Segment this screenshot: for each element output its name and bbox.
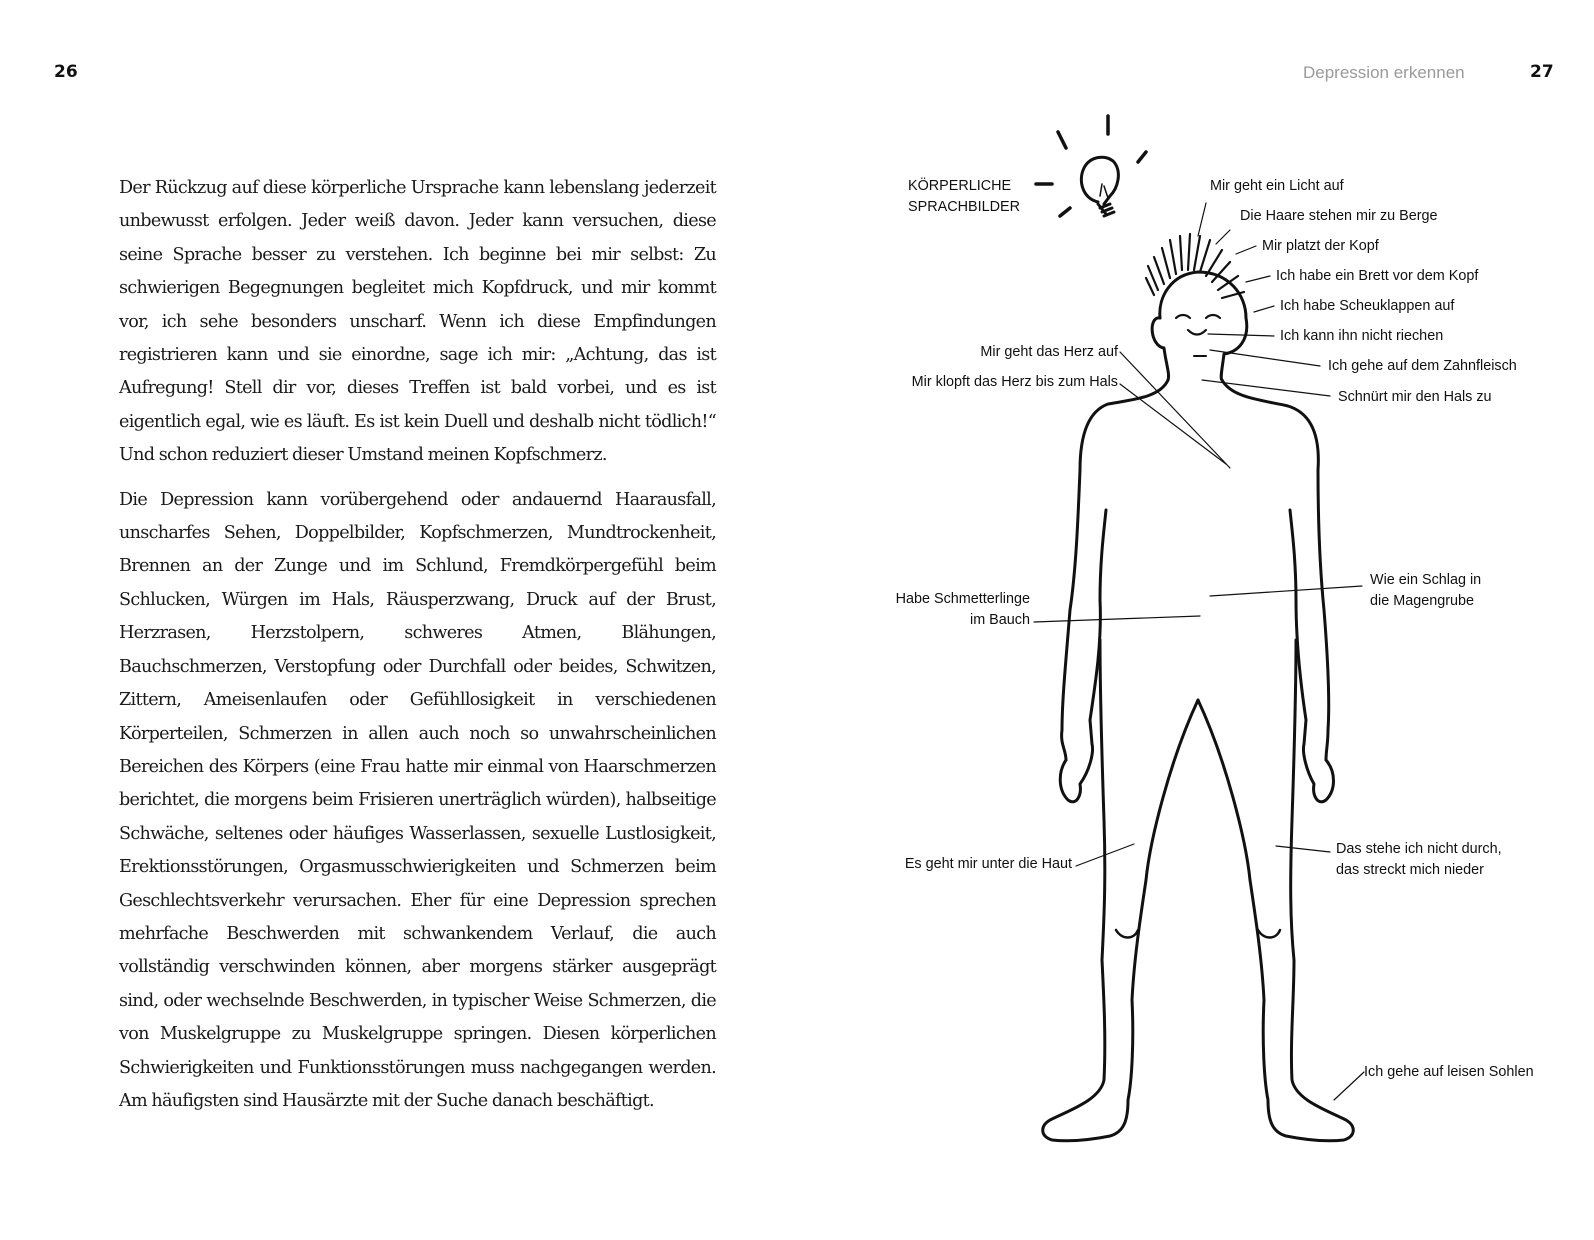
- label-schlag-line1: Wie ein Schlag in: [1370, 572, 1482, 588]
- paragraph-2: Die Depression kann vorübergehend oder andauernd Haarausfall, unscharfes Sehen, Doppelbilder, Kopfschmerzen, Mundtrockenheit, Brennen an der Zunge und im Schlund, Fremdkörpergefühl beim Schlucken, Würgen im Hals, Räusperzwang, Druck auf der Brust, Herzrasen, Herzstolpern, schweres Atmen, Blähungen, Bauchschmerzen, Verstopfung oder Durchfall oder beides, Schwitzen, Zittern, Ameisenlaufen oder Gefühllosigkeit in verschiedenen Körperteilen, Schmerzen in allen auch noch so unwahrscheinlichen Bereichen des Körpers (eine Frau hatte mir einmal von Haarschmerzen berichtet, die morgens beim Frisieren unerträglich würden), halbseitige Schwäche, seltenes oder häufiges Wasserlassen, sexuelle Lustlosigkeit, Erektionsstörungen, Orgasmusschwierigkeiten und Schmerzen beim Geschlechtsverkehr verursachen. Eher für eine Depression sprechen mehrfache Beschwerden mit schwankendem Verlauf, die auch vollständig verschwinden können, aber morgens stärker ausgeprägt sind, oder wechselnde Beschwerden, in typischer Weise Schmerzen, die von Muskelgruppe zu Muskelgruppe springen. Diesen körperlichen Schwierigkeiten und Funktionsstörungen muss nachgegangen werden. Am häufigsten sind Hausärzte mit der Suche danach beschäftigt.: [119, 489, 716, 1111]
- label-haare: Die Haare stehen mir zu Berge: [1240, 208, 1438, 224]
- label-brett: Ich habe ein Brett vor dem Kopf: [1276, 268, 1479, 284]
- label-sohlen: Ich gehe auf leisen Sohlen: [1364, 1064, 1534, 1080]
- label-herz-hals: Mir klopft das Herz bis zum Hals: [911, 374, 1118, 390]
- label-licht: Mir geht ein Licht auf: [1210, 178, 1344, 194]
- label-schmetterlinge-line1: Habe Schmetterlinge: [895, 591, 1030, 607]
- label-durch-line2: das streckt mich nieder: [1336, 862, 1484, 878]
- label-hals-zu: Schnürt mir den Hals zu: [1338, 389, 1492, 405]
- label-haut: Es geht mir unter die Haut: [904, 856, 1072, 872]
- label-zahnfleisch: Ich gehe auf dem Zahnfleisch: [1328, 358, 1517, 374]
- head: [1152, 272, 1247, 380]
- running-title: Depression erkennen: [1303, 63, 1465, 82]
- body-outline: [1043, 380, 1354, 1141]
- figure-title-line1: KÖRPERLICHE: [908, 178, 1012, 194]
- right-page-number: 27: [1530, 62, 1554, 82]
- label-schmetterlinge-line2: im Bauch: [970, 612, 1030, 628]
- label-schlag-line2: die Magengrube: [1370, 593, 1475, 609]
- figure-title-line2: SPRACHBILDER: [908, 199, 1020, 215]
- paragraph-1: Der Rückzug auf diese körperliche Ursprache kann lebenslang jederzeit unbewusst erfolgen. Jeder weiß davon. Jeder kann versuchen, diese seine Sprache besser zu verstehen. Ich beginne bei mir selbst: Zu schwierigen Begegnungen begleitet mich Kopfdruck, und mir kommt vor, ich sehe besonders unscharf. Wenn ich diese Empfindungen registrieren kann und sie einordne, sage ich mir: „Achtung, das ist Aufregung! Stell dir vor, dieses Treffen ist bald vorbei, und es ist eigentlich egal, wie es läuft. Es ist kein Duell und deshalb nicht tödlich!“ Und schon reduziert dieser Umstand meinen Kopfschmerz.: [119, 178, 716, 466]
- left-page-number: 26: [54, 62, 78, 82]
- label-platzt: Mir platzt der Kopf: [1262, 238, 1379, 254]
- lightbulb-icon: [1036, 116, 1146, 216]
- label-riechen: Ich kann ihn nicht riechen: [1280, 328, 1444, 344]
- hair-spikes: [1146, 234, 1244, 298]
- label-durch-line1: Das stehe ich nicht durch,: [1336, 841, 1502, 857]
- label-herz-auf: Mir geht das Herz auf: [980, 344, 1118, 360]
- label-scheuklappen: Ich habe Scheuklappen auf: [1280, 298, 1455, 314]
